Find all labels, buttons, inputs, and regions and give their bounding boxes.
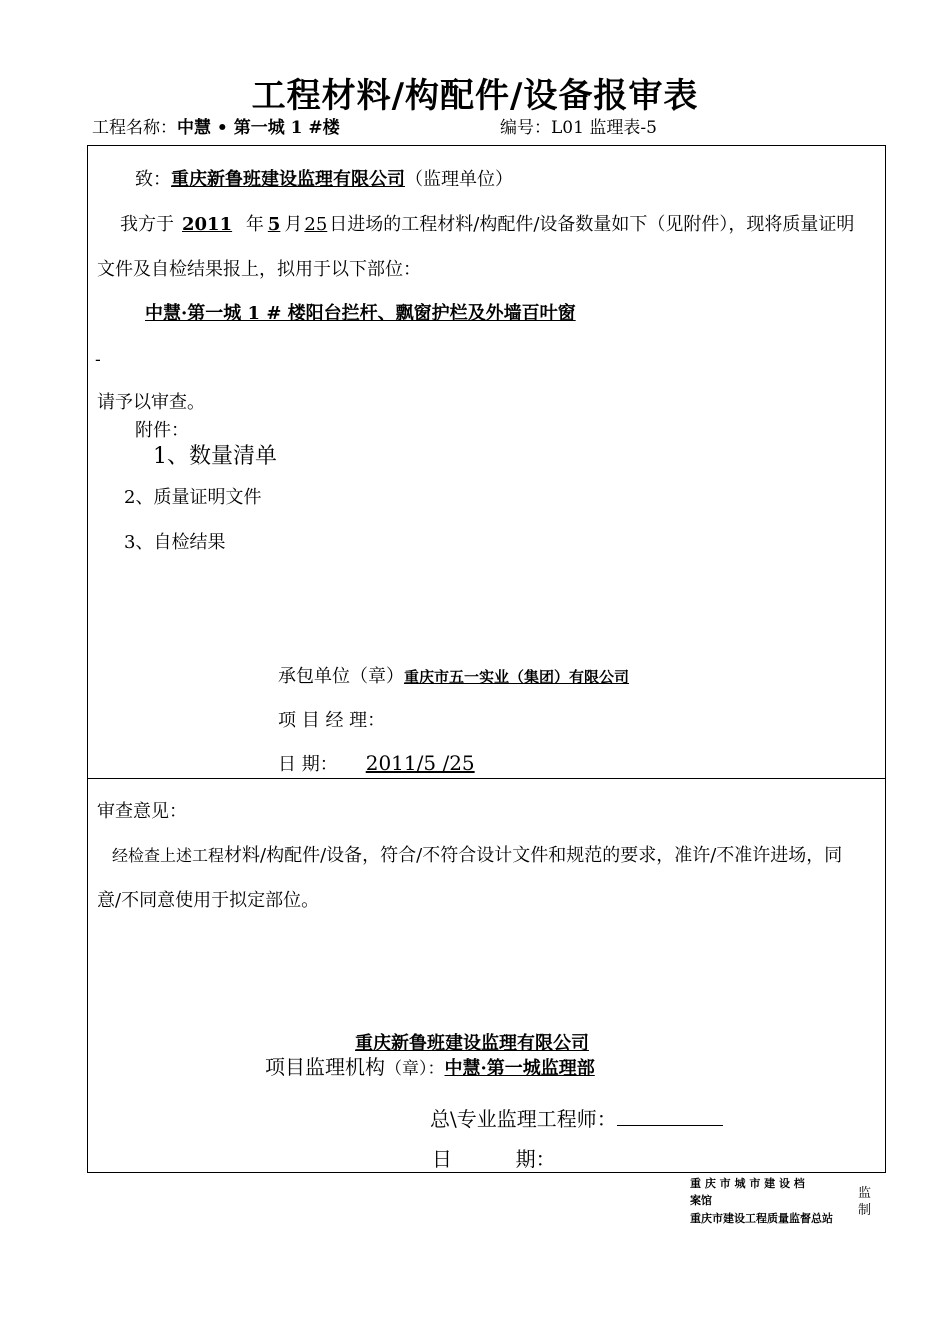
month-unit: 月: [284, 214, 303, 235]
arrival-suffix: 日进场的工程材料/构配件/设备数量如下（见附件），现将质量证明: [329, 214, 855, 235]
manager-label: 项 目 经 理：: [278, 710, 386, 731]
supervisor-suffix: （监理单位）: [405, 169, 513, 190]
submit-date-row: [278, 750, 475, 776]
contractor-name: 重庆市五一实业（集团）有限公司: [404, 668, 630, 686]
org-name: 中慧·第一城监理部: [444, 1058, 595, 1079]
footer-archive-line-2: 案馆: [690, 1194, 712, 1207]
form-title: 工程材料/构配件/设备报审表: [251, 76, 699, 116]
arrival-prefix: 我方于: [120, 214, 174, 235]
usage-location: 中慧·第一城 1 # 楼阳台拦杆、飘窗护栏及外墙百叶窗: [145, 303, 576, 324]
arrival-year: 2011: [182, 214, 233, 235]
arrival-month: 5: [267, 214, 281, 235]
contractor-label: 承包单位（章）: [278, 666, 404, 687]
contractor-row: [278, 662, 629, 688]
org-label: 项目监理机构: [265, 1055, 385, 1079]
addressee-line: [135, 165, 513, 191]
attachment-3: 3、自检结果: [124, 532, 226, 553]
review-opinion-line-1: [112, 841, 842, 867]
footer-archive-line-1: 重 庆 市 城 市 建 设 档: [690, 1177, 805, 1190]
attachment-2: 2、质量证明文件: [124, 487, 262, 508]
review-date-label: 日 期：: [432, 1147, 556, 1171]
engineer-signature-line: [617, 1107, 723, 1126]
submit-date-value: 2011/5 /25: [365, 751, 475, 775]
review-request: 请予以审查。: [97, 392, 205, 413]
arrival-line: [120, 210, 854, 236]
dash-mark: -: [95, 350, 101, 370]
to-label: 致：: [135, 169, 171, 190]
project-label: 工程名称：: [92, 118, 177, 138]
submit-date-label: 日 期：: [278, 754, 338, 775]
org-stamp: （章）：: [385, 1059, 445, 1079]
form-code: 编号：L01 监理表-5: [500, 118, 657, 138]
engineer-row: [430, 1103, 723, 1132]
review-company: 重庆新鲁班建设监理有限公司: [355, 1033, 589, 1054]
year-unit: 年: [245, 214, 264, 235]
attachment-1: 1、数量清单: [153, 444, 277, 469]
review-line-1b: 材料/构配件/设备，符合/不符合设计文件和规范的要求，准许/不准许进场，同: [224, 845, 843, 866]
arrival-line-2: 文件及自检结果报上，拟用于以下部位：: [97, 259, 421, 280]
engineer-label: 总\专业监理工程师：: [430, 1107, 617, 1131]
review-opinion-line-2: 意/不同意使用于拟定部位。: [97, 890, 320, 911]
attachments-label: 附件：: [135, 420, 189, 441]
review-label: 审查意见：: [97, 801, 187, 822]
org-row: [265, 1051, 595, 1080]
footer-supervision-station: 重庆市建设工程质量监督总站: [690, 1212, 833, 1225]
supervisor-company: 重庆新鲁班建设监理有限公司: [171, 169, 405, 190]
footer-side-note: 监 制: [858, 1186, 872, 1218]
arrival-day: 25: [304, 214, 328, 235]
project-name: 中慧 • 第一城 1 #楼: [177, 118, 340, 138]
project-name-row: [92, 113, 340, 138]
review-line-1a: 经检查上述工程: [112, 846, 225, 865]
